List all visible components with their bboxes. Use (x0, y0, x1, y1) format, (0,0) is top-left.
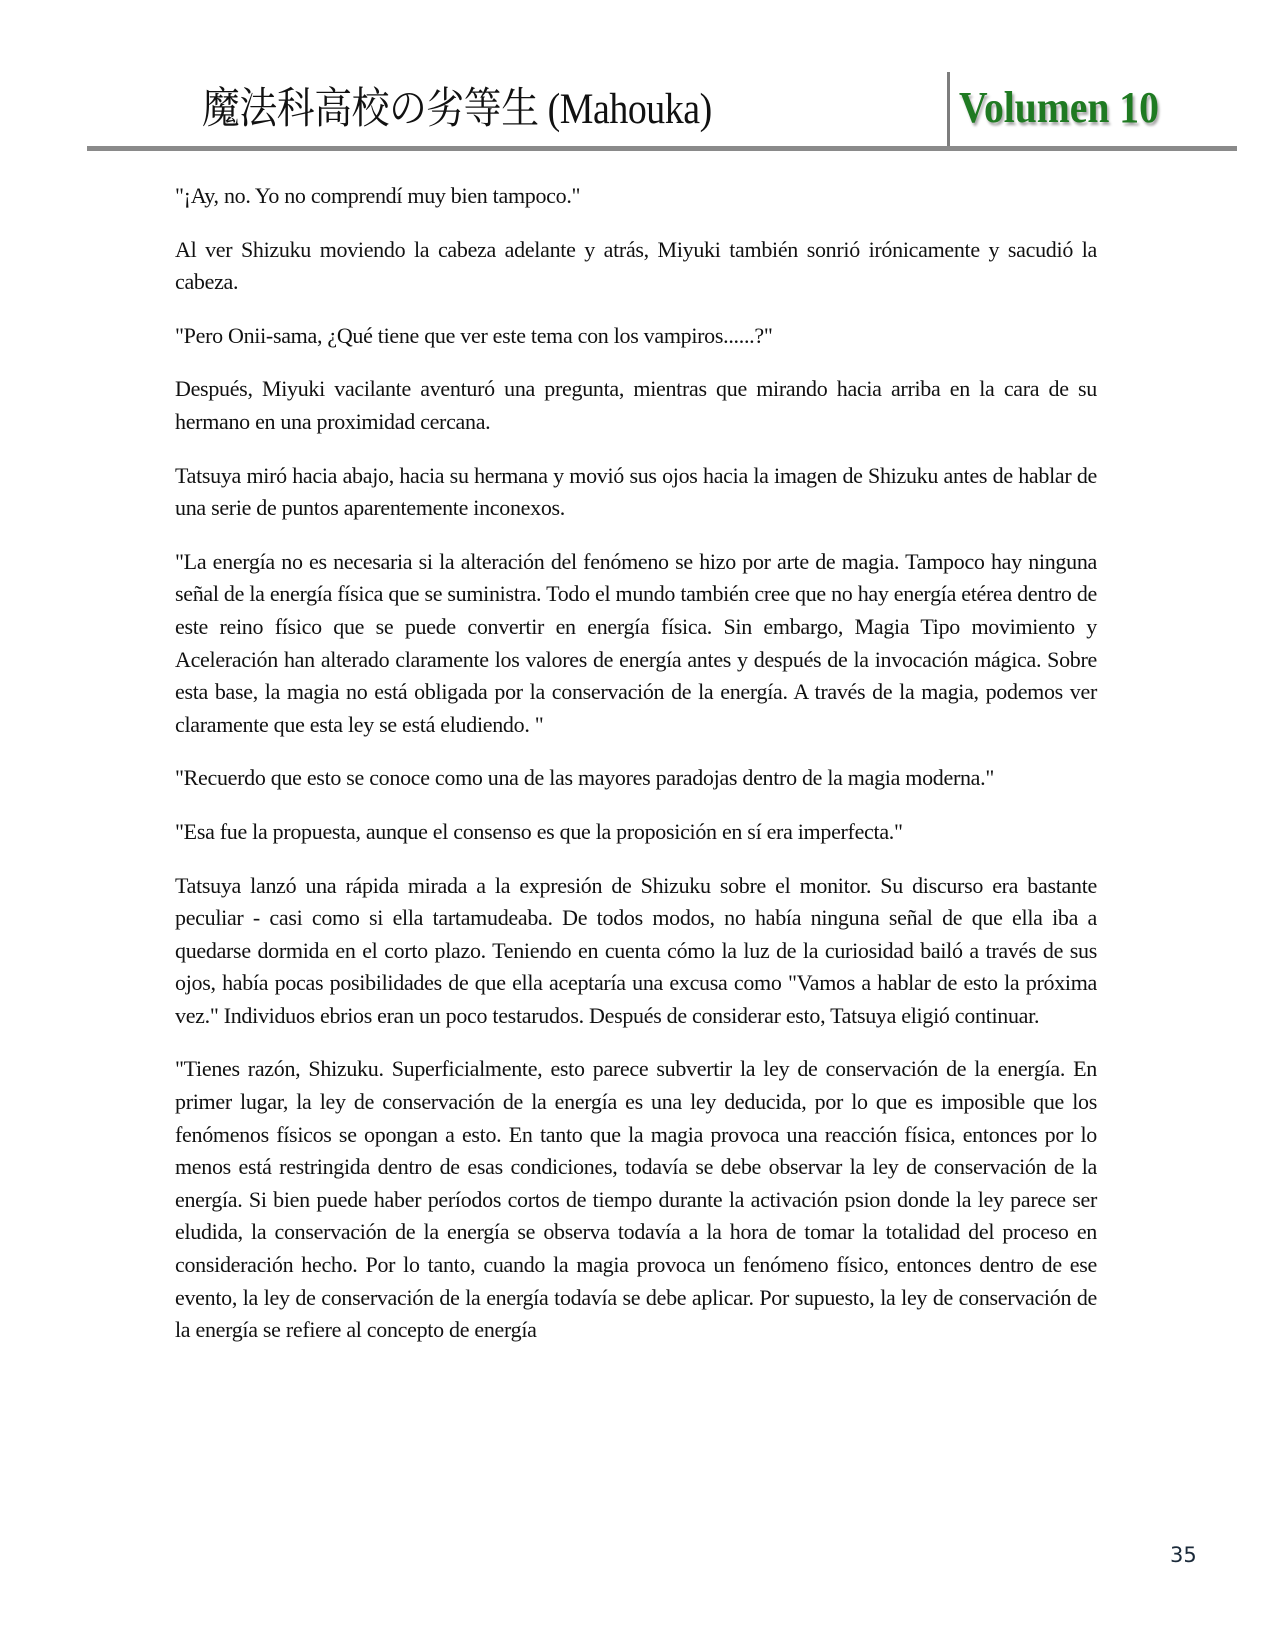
page-body (175, 180, 1097, 1368)
paragraph: Al ver Shizuku moviendo la cabeza adelante y atrás, Miyuki también sonrió irónicamente y sacudió la cabeza. (175, 236, 1097, 295)
paragraph: Después, Miyuki vacilante aventuró una pregunta, mientras que mirando hacia arriba en la cara de su hermano en una proximidad cercana. (175, 376, 1097, 434)
paragraph: "¡Ay, no. Yo no comprendí muy bien tampoco." (175, 183, 581, 208)
page-header (87, 70, 1237, 152)
paragraph: Tatsuya miró hacia abajo, hacia su hermana y movió sus ojos hacia la imagen de Shizuku antes de hablar de una serie de puntos aparentemente inconexos. (175, 462, 1097, 521)
paragraph: "Recuerdo que esto se conoce como una de las mayores paradojas dentro de la magia moderna." (175, 765, 995, 791)
paragraph: Tatsuya lanzó una rápida mirada a la expresión de Shizuku sobre el monitor. Su discurso era bastante peculiar - casi como si ella tartamudeaba. De todos modos, no había ninguna señal de que ella iba a quedarse dormida en el corto plazo. Teniendo en cuenta cómo la luz de la curiosidad bailó a través de sus ojos, había pocas posibilidades de que ella aceptaría una excusa como "Vamos a hablar de esto la próxima vez." Individuos ebrios eran un poco testarudos. Después de considerar esto, Tatsuya eligió continuar. (175, 872, 1097, 1028)
paragraph: "La energía no es necesaria si la alteración del fenómeno se hizo por arte de magia. Tampoco hay ninguna señal de la energía física que se suministra. Todo el mundo también cree que no hay energía etérea dentro de este reino físico que se puede convertir en energía física. Sin embargo, Magia Tipo movimiento y Aceleración han alterado claramente los valores de energía antes y después de la invocación mágica. Sobre esta base, la magia no está obligada por la conservación de la energía. A través de la magia, podemos ver claramente que esta ley se está eludiendo. " (175, 548, 1097, 737)
header-rule (87, 146, 1237, 151)
paragraph: "Esa fue la propuesta, aunque el consenso es que la proposición en sí era imperfecta." (175, 818, 903, 844)
page-number: 35 (1170, 1543, 1197, 1567)
header-divider (947, 72, 950, 150)
paragraph: "Tienes razón, Shizuku. Superficialmente, esto parece subvertir la ley de conservación de la energía. En primer lugar, la ley de conservación de la energía es una ley deducida, por lo que es imposible que los fenómenos físicos se opongan a esto. En tanto que la magia provoca una reacción física, entonces por lo menos está restringida dentro de esas condiciones, todavía se debe observar la ley de conservación de la energía. Si bien puede haber períodos cortos de tiempo durante la activación psion donde la ley parece ser eludida, la conservación de la energía se observa todavía a la hora de tomar la totalidad del proceso en consideración hecho. Por lo tanto, cuando la magia provoca un fenómeno físico, entonces dentro de ese evento, la ley de conservación de la energía todavía se debe aplicar. Por supuesto, la ley de conservación de la energía se refiere al concepto de energía (175, 1056, 1097, 1343)
paragraph: "Pero Onii-sama, ¿Qué tiene que ver este tema con los vampiros......?" (175, 322, 773, 348)
volume-label: Volumen 10 (959, 83, 1159, 132)
book-title: 魔法科高校の劣等生 (Mahouka) (202, 86, 712, 133)
